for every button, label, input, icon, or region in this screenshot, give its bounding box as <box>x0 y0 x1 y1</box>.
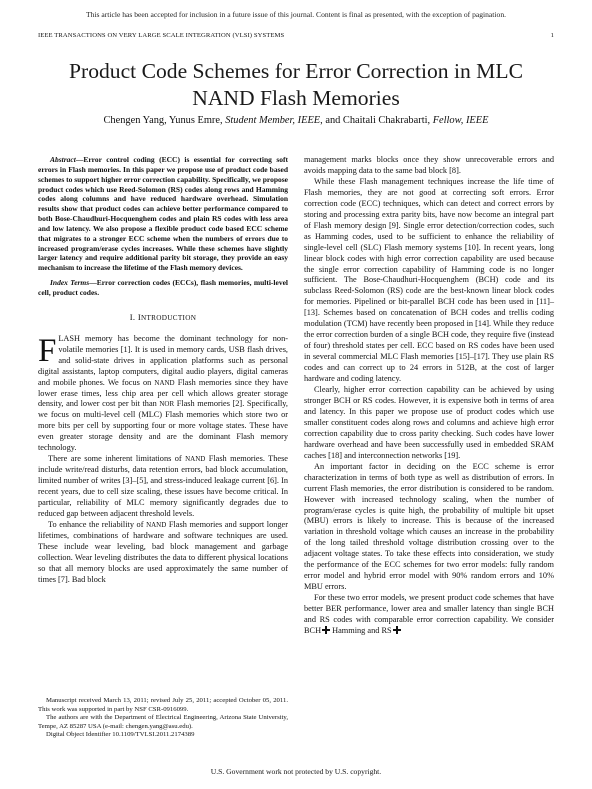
intro-paragraph-1: FLASH memory has become the dominant technology for non-volatile memories [1]. It is used in memory cards, USB flash drives, and solid-state drives in application platforms such as personal digital assistants, laptop computers, digital audio players, digital cameras and mobile phones. We focus on NAND Flash memories since they have lower erase times, less chip area per cell which allows greater storage density, and lower cost per bit than NOR Flash memories [2]. Specifically, we focus on multi-level cell (MLC) Flash memories which store two or more bits per cell by supporting four or more voltage states. These have even greater storage density and are the dominant Flash memory technology. <box>38 332 288 453</box>
right-paragraph-3: An important factor in deciding on the ECC scheme is error characterization in terms of both type as well as distribution of errors. In current Flash memories, the error distribution is considered to be random. However with increased technology scaling, when the number of program/erase cycles is quite high, the probability of multiple bit upset (MBU) errors is likely to increase. This is because of the increased variation in threshold voltage which causes an increase in the probability of the long tailed threshold voltage distribution crossing over to the adjacent voltage states. To take these effects into consideration, we study the performance of the ECC schemes for two error models: fully random error model and hybrid error model with 90% random errors and 10% MBU errors. <box>304 461 554 592</box>
plus-icon <box>322 626 330 634</box>
author-line <box>20 115 572 126</box>
title-line-2: NAND Flash Memories <box>192 85 400 110</box>
right-paragraph-0: management marks blocks once they show unrecoverable errors and avoids mapping data to the same bad block [8]. <box>304 155 554 175</box>
journal-name: IEEE TRANSACTIONS ON VERY LARGE SCALE INTEGRATION (VLSI) SYSTEMS <box>38 32 285 39</box>
page-number: 1 <box>550 32 554 39</box>
abstract-lead: Abstract <box>50 155 76 164</box>
left-column <box>38 155 288 586</box>
drop-cap: F <box>38 332 57 369</box>
index-terms-lead: Index Terms <box>50 278 90 288</box>
abstract <box>38 155 288 273</box>
acceptance-notice: This article has been accepted for inclusion in a future issue of this journal. Content is final as presented, with the exception of pagination. <box>85 10 507 19</box>
intro-paragraph-3: To enhance the reliability of NAND Flash memories and support longer lifetimes, combinations of hardware and software techniques are used. These include wear leveling, bad block management and garbage collection. Wear leveling distributes the data to different physical locations so that all memory blocks are used approximately the same number of times [7]. Bad block <box>38 519 288 584</box>
index-terms <box>38 278 288 298</box>
abstract-text: —Error control coding (ECC) is essential for correcting soft errors in Flash memories. In this paper we propose use of product code based schemes to support higher error correction capability. Specifically, we propose product codes which use Reed-Solomon (RS) codes along rows and Hamming codes along columns and have reduced hardware overhead. Simulation results show that product codes can achieve better performance compared to both Bose-Chaudhuri-Hocquenghem codes and plain RS codes with less area and low latency. We also propose a flexible product code based ECC scheme that migrates to a stronger ECC scheme when the numbers of errors due to increased program/erase cycles increases. While these schemes have slightly larger latency and require additional parity bit storage, they provide an easy mechanism to increase the lifetime of the Flash memory devices. <box>38 155 288 273</box>
right-paragraph-2: Clearly, higher error correction capability can be achieved by using stronger BCH or RS codes. However, it is expensive both in terms of area and latency. In this paper we propose use of product codes which use smaller constituent codes along rows and columns and achieve high error correction capability due to cross parity checking. Such codes have lower hardware overhead and have been successfully used in embedded SRAM caches [18] and interconnection networks [19]. <box>304 385 554 460</box>
authors-names-1: Chengen Yang, Yunus Emre, <box>103 115 226 126</box>
authors-role-1: Student Member, IEEE <box>225 115 321 126</box>
footnote-manuscript: Manuscript received March 13, 2011; revised July 25, 2011; accepted October 05, 2011. This work was supported in part by NSF CSR-0916099. <box>38 697 288 713</box>
index-terms-text: —Error correction codes (ECCs), flash memories, multi-level cell, product codes. <box>38 278 289 297</box>
right-paragraph-1: While these Flash management techniques increase the life time of Flash memories, they are not good at correcting soft errors. Error correction code (ECC) techniques, which can detect and correct errors by storing and processing extra parity bits, have now become an integral part of Flash memory design [9]. Single error detection/correction codes, such as Hamming codes, used to be sufficient to enhance the reliability of single-level cell (SLC) Flash memory systems [10]. In recent years, long linear block codes with high error correction capability are used because the single error correction capability of Hamming code is no longer sufficient. The Bose-Chaudhuri-Hocquenghem (BCH) code and its subclass Reed-Solomon (RS) code are the best-known linear block codes for memories. Pipelined or bit-parallel BCH code has been used in [11]–[13]. Schemes based on concatenation of BCH codes and trellis coding modulation (TCM) have recently been proposed in [14]. While they reduce the error correction burden of a single BCH code, they require five (instead of four) threshold states per cell. ECC based on RS codes have been used in several commercial MLC Flash memories [15]–[17]. They use plain RS codes and can correct up to 24 errors in 512B, at the cost of larger hardware and coding latency. <box>304 176 554 384</box>
plus-icon <box>393 626 401 634</box>
right-paragraph-4: For these two error models, we present product code schemes that have better BER performance, lower area and smaller latency than single BCH and RS codes with comparable error correction capability. We consider BCH Hamming and RS <box>304 593 554 635</box>
paper-title <box>20 58 572 111</box>
section-heading-introduction: I. INTRODUCTION <box>129 311 197 322</box>
authors-names-2: , and Chaitali Chakrabarti, <box>320 115 433 126</box>
footnote-doi: Digital Object Identifier 10.1109/TVLSI.2011.2174389 <box>46 731 195 739</box>
authors-role-2: Fellow, IEEE <box>432 115 489 126</box>
running-head <box>38 32 554 39</box>
footnotes <box>38 697 288 740</box>
title-line-1: Product Code Schemes for Error Correction in MLC <box>69 59 523 83</box>
copyright-notice: U.S. Government work not protected by U.S. copyright. <box>210 767 382 776</box>
right-column <box>304 155 554 637</box>
intro-paragraph-2: There are some inherent limitations of NAND Flash memories. These include write/read disturbs, data retention errors, bad block accumulation, limited number of writes [3]–[5], and stress-induced leakage current [6]. In recent years, due to cell size scaling, these issues have become critical. In particular, reliability of MLC memory significantly degrades due to reduced gap between adjacent threshold levels. <box>38 454 288 519</box>
footnote-affiliation: The authors are with the Department of Electrical Engineering, Arizona State University, Tempe, AZ 85287 USA (e-mail: chengen.yang@asu.edu). <box>38 714 288 730</box>
